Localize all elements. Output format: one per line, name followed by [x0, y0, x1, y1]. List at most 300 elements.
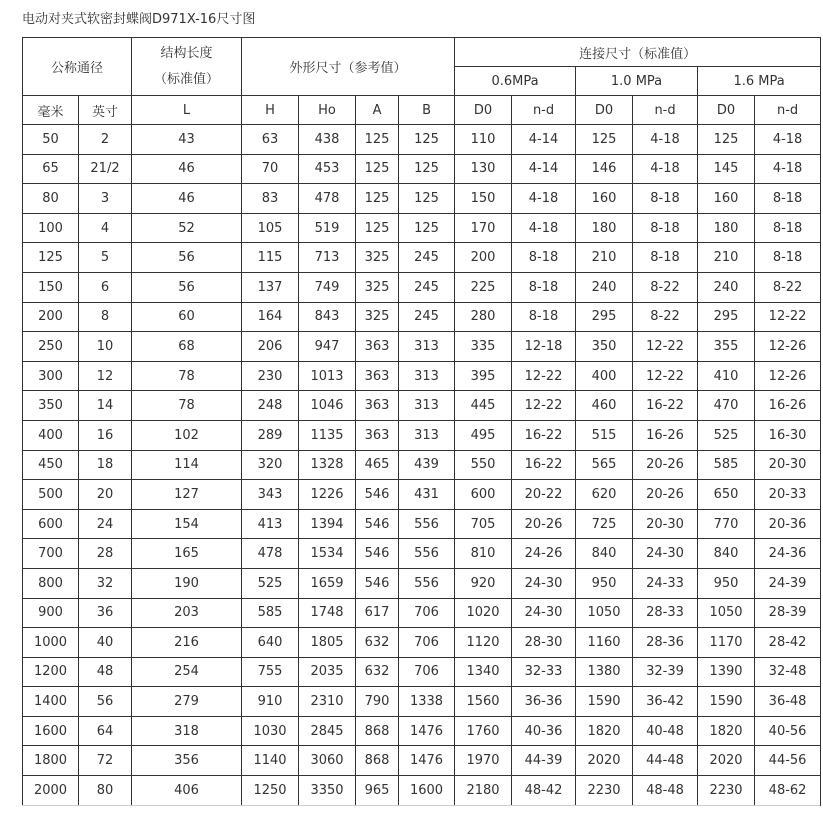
cell-d0-1-6: 125 [698, 125, 755, 155]
cell-dim-a: 325 [356, 302, 399, 332]
cell-dn-inch: 56 [79, 687, 132, 717]
cell-dn-mm: 600 [23, 509, 79, 539]
header-inch: 英寸 [79, 96, 132, 125]
cell-dim-b: 313 [399, 420, 455, 450]
cell-dn-mm: 700 [23, 539, 79, 569]
cell-dim-b: 245 [399, 243, 455, 273]
cell-dn-inch: 24 [79, 509, 132, 539]
cell-dn-mm: 50 [23, 125, 79, 155]
cell-height-h: 83 [242, 184, 299, 214]
cell-height-h: 115 [242, 243, 299, 273]
cell-height-ho: 947 [299, 332, 356, 362]
cell-d0-0-6: 150 [455, 184, 512, 214]
cell-dn-inch: 4 [79, 213, 132, 243]
cell-length-l: 318 [132, 716, 242, 746]
header-mm: 毫米 [23, 96, 79, 125]
cell-dim-b: 706 [399, 657, 455, 687]
cell-dim-a: 632 [356, 628, 399, 658]
cell-height-h: 248 [242, 391, 299, 421]
cell-d0-1-6: 1170 [698, 628, 755, 658]
cell-height-ho: 1226 [299, 480, 356, 510]
cell-nd-1-6: 20-33 [755, 480, 821, 510]
cell-dn-inch: 3 [79, 184, 132, 214]
cell-length-l: 56 [132, 243, 242, 273]
cell-nd-1-0: 24-33 [633, 568, 698, 598]
cell-nd-1-6: 8-22 [755, 272, 821, 302]
cell-length-l: 60 [132, 302, 242, 332]
cell-dn-mm: 500 [23, 480, 79, 510]
cell-height-ho: 1046 [299, 391, 356, 421]
cell-dim-b: 245 [399, 272, 455, 302]
table-row [23, 213, 821, 243]
cell-length-l: 56 [132, 272, 242, 302]
cell-d0-0-6: 1120 [455, 628, 512, 658]
cell-d0-0-6: 110 [455, 125, 512, 155]
cell-height-h: 137 [242, 272, 299, 302]
cell-height-ho: 713 [299, 243, 356, 273]
cell-height-h: 1140 [242, 746, 299, 776]
cell-dim-b: 313 [399, 391, 455, 421]
cell-dim-a: 546 [356, 568, 399, 598]
cell-dim-a: 617 [356, 598, 399, 628]
cell-nd-1-0: 28-36 [633, 628, 698, 658]
cell-height-ho: 1659 [299, 568, 356, 598]
cell-nd-1-6: 24-36 [755, 539, 821, 569]
cell-d0-1-6: 585 [698, 450, 755, 480]
cell-length-l: 203 [132, 598, 242, 628]
cell-d0-1-0: 240 [576, 272, 633, 302]
cell-dn-inch: 2 [79, 125, 132, 155]
cell-length-l: 114 [132, 450, 242, 480]
cell-dim-a: 790 [356, 687, 399, 717]
cell-dn-mm: 1800 [23, 746, 79, 776]
cell-length-l: 102 [132, 420, 242, 450]
cell-height-h: 289 [242, 420, 299, 450]
cell-length-l: 68 [132, 332, 242, 362]
cell-nd-1-6: 12-22 [755, 302, 821, 332]
cell-dn-mm: 250 [23, 332, 79, 362]
cell-nd-1-6: 8-18 [755, 213, 821, 243]
cell-dn-inch: 18 [79, 450, 132, 480]
cell-length-l: 356 [132, 746, 242, 776]
cell-d0-1-0: 460 [576, 391, 633, 421]
cell-length-l: 78 [132, 361, 242, 391]
cell-nd-1-0: 8-22 [633, 302, 698, 332]
cell-height-h: 413 [242, 509, 299, 539]
cell-d0-1-0: 2020 [576, 746, 633, 776]
cell-dim-b: 556 [399, 509, 455, 539]
cell-d0-1-0: 515 [576, 420, 633, 450]
cell-nd-1-6: 24-39 [755, 568, 821, 598]
cell-dn-mm: 1600 [23, 716, 79, 746]
cell-height-ho: 2310 [299, 687, 356, 717]
cell-dim-b: 125 [399, 125, 455, 155]
cell-d0-1-0: 2230 [576, 776, 633, 806]
cell-length-l: 406 [132, 776, 242, 806]
cell-dim-b: 125 [399, 213, 455, 243]
cell-nd-0-6: 24-30 [512, 598, 576, 628]
cell-dn-mm: 200 [23, 302, 79, 332]
table-row [23, 509, 821, 539]
cell-dn-inch: 20 [79, 480, 132, 510]
cell-height-h: 343 [242, 480, 299, 510]
cell-nd-1-0: 28-33 [633, 598, 698, 628]
cell-height-h: 63 [242, 125, 299, 155]
cell-length-l: 279 [132, 687, 242, 717]
cell-nd-1-6: 20-30 [755, 450, 821, 480]
header-a: A [356, 96, 399, 125]
cell-nd-0-6: 28-30 [512, 628, 576, 658]
header-pressure-1-6: 1.6 MPa [698, 67, 821, 96]
cell-height-ho: 1394 [299, 509, 356, 539]
cell-height-ho: 1534 [299, 539, 356, 569]
cell-nd-0-6: 4-14 [512, 125, 576, 155]
cell-dn-mm: 100 [23, 213, 79, 243]
cell-d0-1-0: 160 [576, 184, 633, 214]
cell-dn-inch: 40 [79, 628, 132, 658]
cell-height-ho: 2035 [299, 657, 356, 687]
cell-d0-0-6: 1970 [455, 746, 512, 776]
header-d0-1-6: D0 [698, 96, 755, 125]
cell-d0-1-0: 1380 [576, 657, 633, 687]
cell-nd-1-0: 8-18 [633, 184, 698, 214]
cell-dim-a: 363 [356, 361, 399, 391]
cell-nd-1-6: 20-36 [755, 509, 821, 539]
cell-dn-inch: 21/2 [79, 154, 132, 184]
cell-nd-1-6: 12-26 [755, 361, 821, 391]
cell-dn-mm: 400 [23, 420, 79, 450]
cell-nd-1-0: 8-18 [633, 243, 698, 273]
cell-height-h: 105 [242, 213, 299, 243]
cell-d0-0-6: 495 [455, 420, 512, 450]
cell-d0-1-6: 410 [698, 361, 755, 391]
cell-d0-1-6: 1390 [698, 657, 755, 687]
cell-d0-0-6: 920 [455, 568, 512, 598]
cell-height-ho: 3350 [299, 776, 356, 806]
cell-d0-1-0: 350 [576, 332, 633, 362]
cell-d0-0-6: 1340 [455, 657, 512, 687]
cell-nd-1-6: 8-18 [755, 243, 821, 273]
cell-d0-0-6: 1760 [455, 716, 512, 746]
header-nd-1-0: n-d [633, 96, 698, 125]
cell-nd-1-6: 48-62 [755, 776, 821, 806]
cell-nd-0-6: 4-18 [512, 184, 576, 214]
cell-height-ho: 843 [299, 302, 356, 332]
cell-d0-1-0: 400 [576, 361, 633, 391]
cell-height-h: 910 [242, 687, 299, 717]
cell-nd-1-6: 40-56 [755, 716, 821, 746]
table-row [23, 302, 821, 332]
cell-nd-0-6: 4-18 [512, 213, 576, 243]
cell-nd-1-6: 16-30 [755, 420, 821, 450]
cell-nd-1-0: 36-42 [633, 687, 698, 717]
cell-nd-1-0: 12-22 [633, 361, 698, 391]
header-ho: Ho [299, 96, 356, 125]
cell-d0-0-6: 2180 [455, 776, 512, 806]
table-body [23, 125, 821, 806]
cell-d0-1-6: 2020 [698, 746, 755, 776]
cell-nd-0-6: 36-36 [512, 687, 576, 717]
cell-height-h: 70 [242, 154, 299, 184]
cell-d0-0-6: 600 [455, 480, 512, 510]
header-l: L [132, 96, 242, 125]
cell-d0-0-6: 280 [455, 302, 512, 332]
table-row [23, 450, 821, 480]
cell-nd-0-6: 12-18 [512, 332, 576, 362]
table-row [23, 420, 821, 450]
cell-d0-1-6: 1820 [698, 716, 755, 746]
cell-d0-0-6: 335 [455, 332, 512, 362]
cell-height-h: 1250 [242, 776, 299, 806]
cell-dn-mm: 900 [23, 598, 79, 628]
cell-d0-1-6: 160 [698, 184, 755, 214]
cell-nd-0-6: 20-26 [512, 509, 576, 539]
cell-nd-1-0: 24-30 [633, 539, 698, 569]
cell-dim-a: 868 [356, 746, 399, 776]
header-nominal-diameter: 公称通径 [23, 38, 132, 96]
table-row [23, 716, 821, 746]
cell-dn-mm: 2000 [23, 776, 79, 806]
table-row [23, 154, 821, 184]
cell-nd-1-0: 8-22 [633, 272, 698, 302]
cell-height-h: 640 [242, 628, 299, 658]
cell-height-ho: 2845 [299, 716, 356, 746]
cell-d0-1-6: 1050 [698, 598, 755, 628]
dimension-table [22, 37, 821, 806]
cell-dim-a: 632 [356, 657, 399, 687]
cell-dim-a: 465 [356, 450, 399, 480]
table-row [23, 243, 821, 273]
cell-dim-a: 125 [356, 154, 399, 184]
cell-height-ho: 1135 [299, 420, 356, 450]
cell-dn-mm: 800 [23, 568, 79, 598]
cell-dn-inch: 16 [79, 420, 132, 450]
cell-d0-1-0: 1050 [576, 598, 633, 628]
cell-d0-1-0: 725 [576, 509, 633, 539]
cell-nd-1-0: 48-48 [633, 776, 698, 806]
cell-nd-1-0: 20-30 [633, 509, 698, 539]
cell-nd-1-0: 16-22 [633, 391, 698, 421]
cell-dn-inch: 6 [79, 272, 132, 302]
cell-d0-1-6: 355 [698, 332, 755, 362]
cell-nd-1-0: 12-22 [633, 332, 698, 362]
cell-nd-1-6: 8-18 [755, 184, 821, 214]
cell-nd-1-0: 20-26 [633, 480, 698, 510]
cell-d0-1-0: 1160 [576, 628, 633, 658]
cell-d0-1-6: 295 [698, 302, 755, 332]
cell-dn-mm: 150 [23, 272, 79, 302]
cell-nd-0-6: 12-22 [512, 391, 576, 421]
cell-d0-1-6: 840 [698, 539, 755, 569]
cell-dim-a: 868 [356, 716, 399, 746]
cell-dim-a: 546 [356, 509, 399, 539]
cell-dn-mm: 1200 [23, 657, 79, 687]
cell-d0-1-0: 146 [576, 154, 633, 184]
cell-dim-a: 546 [356, 539, 399, 569]
cell-dn-mm: 300 [23, 361, 79, 391]
bottom-divider [22, 805, 820, 828]
cell-d0-0-6: 705 [455, 509, 512, 539]
cell-d0-1-6: 950 [698, 568, 755, 598]
cell-dn-inch: 5 [79, 243, 132, 273]
cell-nd-0-6: 16-22 [512, 450, 576, 480]
table-row [23, 776, 821, 806]
cell-nd-0-6: 12-22 [512, 361, 576, 391]
cell-dim-a: 546 [356, 480, 399, 510]
cell-dim-b: 125 [399, 184, 455, 214]
cell-nd-1-6: 12-26 [755, 332, 821, 362]
cell-d0-1-6: 470 [698, 391, 755, 421]
cell-d0-1-6: 1590 [698, 687, 755, 717]
cell-d0-0-6: 550 [455, 450, 512, 480]
header-d0-1-0: D0 [576, 96, 633, 125]
table-row [23, 539, 821, 569]
cell-d0-1-0: 620 [576, 480, 633, 510]
cell-nd-0-6: 48-42 [512, 776, 576, 806]
table-row [23, 628, 821, 658]
cell-height-h: 320 [242, 450, 299, 480]
cell-length-l: 154 [132, 509, 242, 539]
cell-d0-0-6: 810 [455, 539, 512, 569]
cell-dim-a: 125 [356, 125, 399, 155]
cell-height-ho: 3060 [299, 746, 356, 776]
cell-height-ho: 1805 [299, 628, 356, 658]
table-row [23, 657, 821, 687]
header-connection-dimensions: 连接尺寸（标准值） [455, 38, 821, 67]
cell-dn-mm: 125 [23, 243, 79, 273]
header-d0-0-6: D0 [455, 96, 512, 125]
table-row [23, 568, 821, 598]
cell-nd-1-0: 20-26 [633, 450, 698, 480]
cell-d0-1-6: 650 [698, 480, 755, 510]
cell-d0-0-6: 225 [455, 272, 512, 302]
cell-height-ho: 1328 [299, 450, 356, 480]
header-h: H [242, 96, 299, 125]
cell-height-ho: 749 [299, 272, 356, 302]
cell-dim-b: 1338 [399, 687, 455, 717]
cell-d0-1-6: 525 [698, 420, 755, 450]
header-outline-dimensions: 外形尺寸（参考值） [242, 38, 455, 96]
cell-d0-1-0: 210 [576, 243, 633, 273]
cell-dim-b: 706 [399, 628, 455, 658]
cell-d0-1-6: 2230 [698, 776, 755, 806]
cell-dim-a: 965 [356, 776, 399, 806]
cell-d0-0-6: 445 [455, 391, 512, 421]
cell-dn-mm: 450 [23, 450, 79, 480]
cell-dn-inch: 32 [79, 568, 132, 598]
cell-dim-b: 556 [399, 539, 455, 569]
cell-d0-1-0: 1820 [576, 716, 633, 746]
cell-height-ho: 519 [299, 213, 356, 243]
cell-dn-inch: 8 [79, 302, 132, 332]
cell-dim-b: 1600 [399, 776, 455, 806]
table-row [23, 480, 821, 510]
cell-dn-mm: 80 [23, 184, 79, 214]
cell-d0-0-6: 130 [455, 154, 512, 184]
cell-length-l: 46 [132, 154, 242, 184]
header-pressure-0-6: 0.6MPa [455, 67, 576, 96]
cell-nd-0-6: 32-33 [512, 657, 576, 687]
cell-nd-1-0: 8-18 [633, 213, 698, 243]
cell-height-h: 585 [242, 598, 299, 628]
cell-height-ho: 1013 [299, 361, 356, 391]
header-pressure-1-0: 1.0 MPa [576, 67, 698, 96]
cell-length-l: 52 [132, 213, 242, 243]
header-structure-length [132, 38, 242, 96]
cell-dn-inch: 72 [79, 746, 132, 776]
cell-d0-0-6: 170 [455, 213, 512, 243]
cell-nd-1-0: 4-18 [633, 125, 698, 155]
cell-height-ho: 478 [299, 184, 356, 214]
cell-height-h: 230 [242, 361, 299, 391]
cell-length-l: 165 [132, 539, 242, 569]
cell-height-h: 478 [242, 539, 299, 569]
table-row [23, 272, 821, 302]
cell-dim-a: 125 [356, 184, 399, 214]
cell-nd-0-6: 24-26 [512, 539, 576, 569]
cell-d0-1-0: 565 [576, 450, 633, 480]
cell-nd-0-6: 16-22 [512, 420, 576, 450]
cell-d0-1-6: 770 [698, 509, 755, 539]
cell-dn-inch: 12 [79, 361, 132, 391]
cell-nd-0-6: 20-22 [512, 480, 576, 510]
cell-d0-0-6: 200 [455, 243, 512, 273]
cell-nd-1-6: 36-48 [755, 687, 821, 717]
cell-nd-1-0: 44-48 [633, 746, 698, 776]
cell-dim-b: 706 [399, 598, 455, 628]
cell-nd-1-6: 28-39 [755, 598, 821, 628]
cell-d0-1-0: 1590 [576, 687, 633, 717]
cell-dim-b: 313 [399, 361, 455, 391]
cell-height-h: 1030 [242, 716, 299, 746]
cell-height-h: 206 [242, 332, 299, 362]
cell-d0-0-6: 395 [455, 361, 512, 391]
cell-dn-inch: 80 [79, 776, 132, 806]
cell-d0-0-6: 1020 [455, 598, 512, 628]
cell-nd-1-6: 4-18 [755, 154, 821, 184]
cell-dn-mm: 1400 [23, 687, 79, 717]
cell-length-l: 78 [132, 391, 242, 421]
header-structure-length-line1: 结构长度 [160, 45, 213, 61]
cell-d0-1-6: 210 [698, 243, 755, 273]
cell-height-h: 525 [242, 568, 299, 598]
cell-dim-a: 325 [356, 243, 399, 273]
cell-d0-1-6: 180 [698, 213, 755, 243]
cell-dn-inch: 64 [79, 716, 132, 746]
table-row [23, 125, 821, 155]
cell-dim-b: 556 [399, 568, 455, 598]
cell-nd-1-0: 32-39 [633, 657, 698, 687]
cell-dim-b: 125 [399, 154, 455, 184]
cell-nd-1-0: 4-18 [633, 154, 698, 184]
cell-length-l: 127 [132, 480, 242, 510]
cell-nd-1-6: 28-42 [755, 628, 821, 658]
cell-d0-1-0: 295 [576, 302, 633, 332]
header-nd-1-6: n-d [755, 96, 821, 125]
cell-d0-1-0: 180 [576, 213, 633, 243]
cell-height-h: 164 [242, 302, 299, 332]
cell-dim-b: 1476 [399, 716, 455, 746]
cell-dim-a: 363 [356, 391, 399, 421]
cell-dim-a: 363 [356, 420, 399, 450]
cell-d0-1-0: 125 [576, 125, 633, 155]
cell-nd-0-6: 8-18 [512, 243, 576, 273]
table-header [23, 38, 821, 125]
cell-height-ho: 1748 [299, 598, 356, 628]
cell-dim-a: 125 [356, 213, 399, 243]
header-nd-0-6: n-d [512, 96, 576, 125]
cell-nd-1-6: 44-56 [755, 746, 821, 776]
